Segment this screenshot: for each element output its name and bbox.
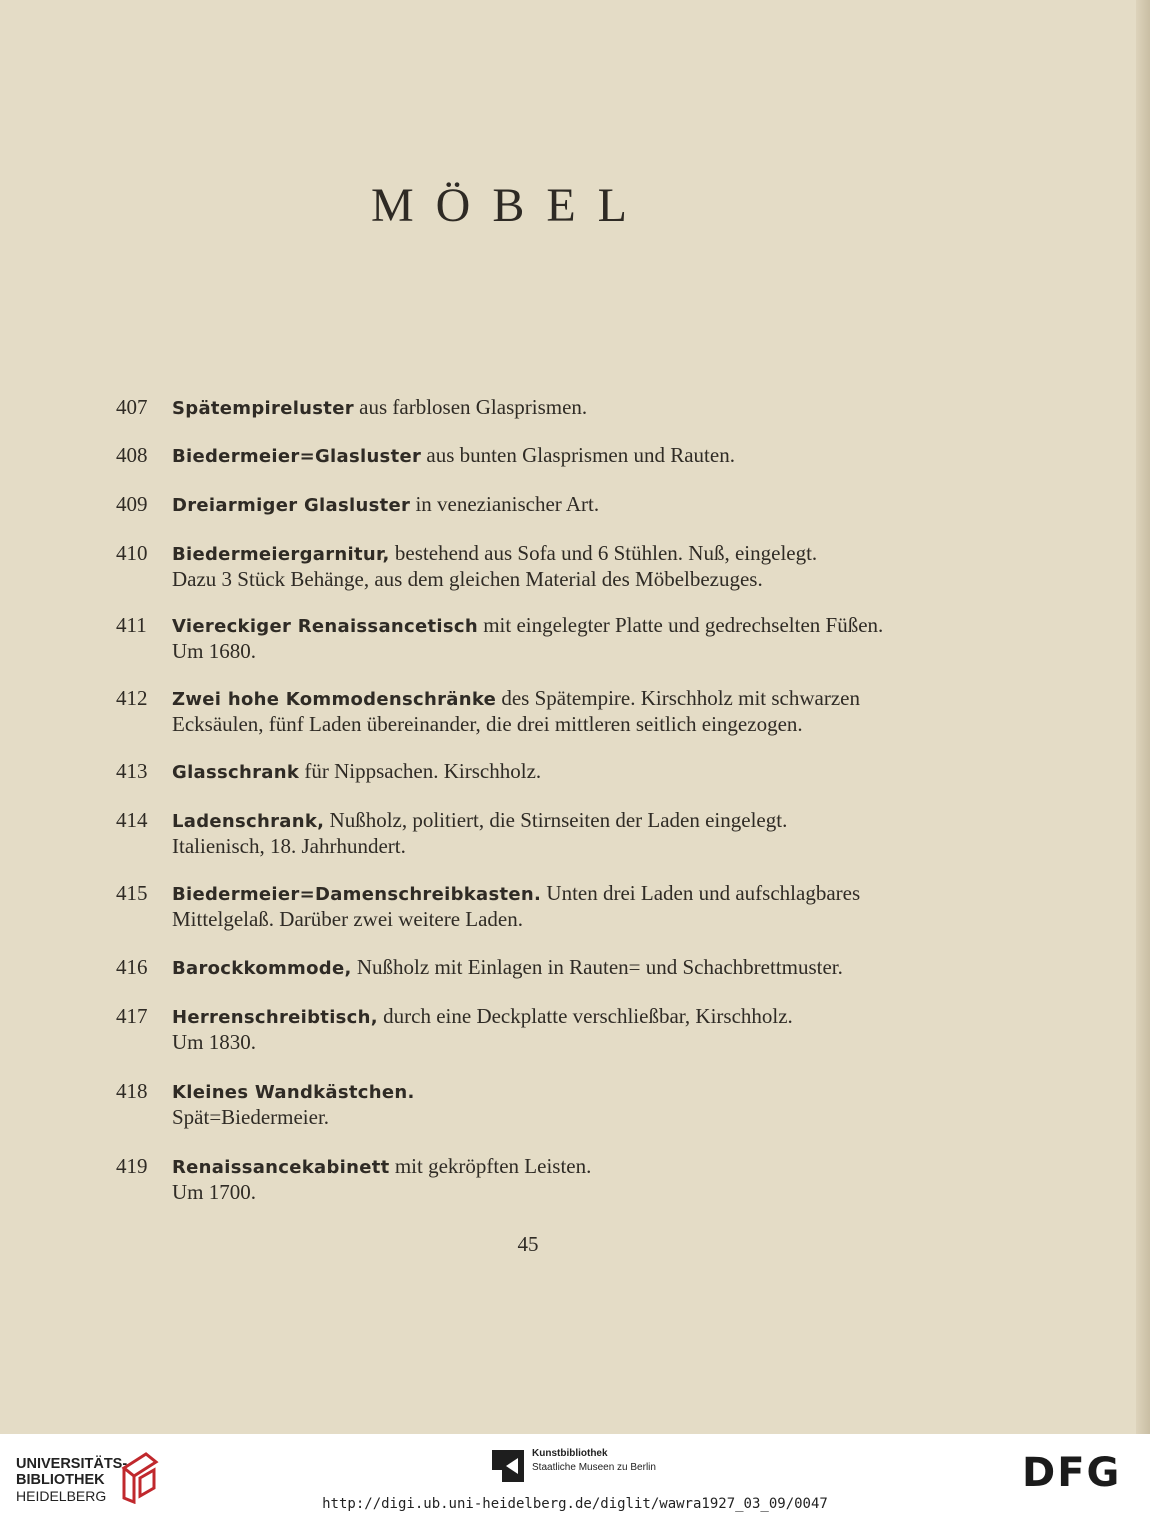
entry-line-2: Spät=Biedermeier. [172, 1105, 330, 1129]
entry-text: aus bunten Glasprismen und Rauten. [421, 443, 735, 467]
catalog-entry [116, 808, 936, 858]
entry-number: 418 [116, 1079, 148, 1103]
entry-number: 412 [116, 686, 148, 710]
entry-text: Nußholz mit Einlagen in Rauten= und Schachbrettmuster. [351, 955, 843, 979]
entry-number: 416 [116, 955, 148, 979]
page-edge [1136, 0, 1150, 1434]
kunstbibliothek-wordmark [532, 1447, 656, 1475]
kb-line-2: Staatliche Museen zu Berlin [532, 1462, 656, 1473]
entry-number: 414 [116, 808, 148, 832]
digitization-footer [0, 1434, 1150, 1517]
permalink-url[interactable]: http://digi.ub.uni-heidelberg.de/diglit/wawra1927_03_09/0047 [322, 1496, 828, 1512]
entry-heading: Glasschrank [172, 762, 300, 783]
entry-text: Unten drei Laden und aufschlagbares [541, 881, 861, 905]
entry-heading: Barockkommode, [172, 958, 352, 979]
catalog-entry [116, 613, 936, 663]
catalog-entry [116, 686, 936, 736]
entry-line-2: Um 1700. [172, 1180, 256, 1204]
entry-text: Nußholz, politiert, die Stirnseiten der Laden eingelegt. [324, 808, 788, 832]
entry-line-2: Um 1680. [172, 639, 256, 663]
catalog-entry [116, 1004, 936, 1054]
catalog-entry [116, 541, 936, 591]
entry-heading: Biedermeiergarnitur, [172, 544, 390, 565]
entry-number: 408 [116, 443, 148, 467]
entry-line-2: Ecksäulen, fünf Laden übereinander, die drei mittleren seitlich eingezogen. [172, 712, 803, 736]
entry-heading: Zwei hohe Kommodenschränke [172, 689, 497, 710]
entry-text: für Nippsachen. Kirschholz. [299, 759, 542, 783]
entry-heading: Dreiarmiger Glasluster [172, 495, 411, 516]
entry-number: 417 [116, 1004, 148, 1028]
entry-number: 411 [116, 613, 147, 637]
entry-number: 409 [116, 492, 148, 516]
entry-number: 419 [116, 1154, 148, 1178]
kunstbibliothek-logo-icon[interactable] [490, 1448, 526, 1484]
ub-line-2: BIBLIOTHEK [16, 1472, 105, 1488]
catalog-entry [116, 881, 936, 931]
entry-line-2: Dazu 3 Stück Behänge, aus dem gleichen Material des Möbelbezuges. [172, 567, 763, 591]
catalog-entry [116, 492, 936, 518]
catalog-entry [116, 955, 936, 981]
entry-number: 415 [116, 881, 148, 905]
entry-text: mit gekröpften Leisten. [389, 1154, 592, 1178]
ub-line-1: UNIVERSITÄTS- [16, 1456, 128, 1472]
entry-heading: Renaissancekabinett [172, 1157, 390, 1178]
entry-heading: Kleines Wandkästchen. [172, 1082, 415, 1103]
entry-text: aus farblosen Glasprismen. [353, 395, 588, 419]
catalog-entry [116, 759, 936, 785]
catalog-entry [116, 1154, 936, 1204]
entry-number: 407 [116, 395, 148, 419]
entry-line-2: Mittelgelaß. Darüber zwei weitere Laden. [172, 907, 524, 931]
ub-line-3: HEIDELBERG [16, 1488, 107, 1504]
catalog-entry [116, 443, 936, 469]
entry-text: durch eine Deckplatte verschließbar, Kirschholz. [377, 1004, 793, 1028]
entry-heading: Ladenschrank, [172, 811, 325, 832]
entry-line-2: Um 1830. [172, 1030, 256, 1054]
catalog-entry [116, 395, 936, 421]
entry-heading: Herrenschreibtisch, [172, 1007, 378, 1028]
dfg-logo[interactable]: DFG [1022, 1450, 1122, 1496]
entry-text: in venezianischer Art. [410, 492, 600, 516]
entry-number: 410 [116, 541, 148, 565]
entry-heading: Viereckiger Renaissancetisch [172, 616, 478, 637]
entry-text: mit eingelegter Platte und gedrechselten Füßen. [477, 613, 884, 637]
entry-heading: Biedermeier=Damenschreibkasten. [172, 884, 542, 905]
page-number: 45 [517, 1232, 539, 1256]
catalog-entry [116, 1079, 936, 1129]
entry-heading: Spätempireluster [172, 398, 354, 419]
entry-heading: Biedermeier=Glasluster [172, 446, 422, 467]
entry-text: des Spätempire. Kirschholz mit schwarzen [496, 686, 860, 710]
entry-line-2: Italienisch, 18. Jahrhundert. [172, 834, 406, 858]
page-title: MÖBEL [371, 179, 649, 232]
kb-line-1: Kunstbibliothek [532, 1448, 608, 1459]
entry-number: 413 [116, 759, 148, 783]
entry-text: bestehend aus Sofa und 6 Stühlen. Nuß, eingelegt. [389, 541, 818, 565]
